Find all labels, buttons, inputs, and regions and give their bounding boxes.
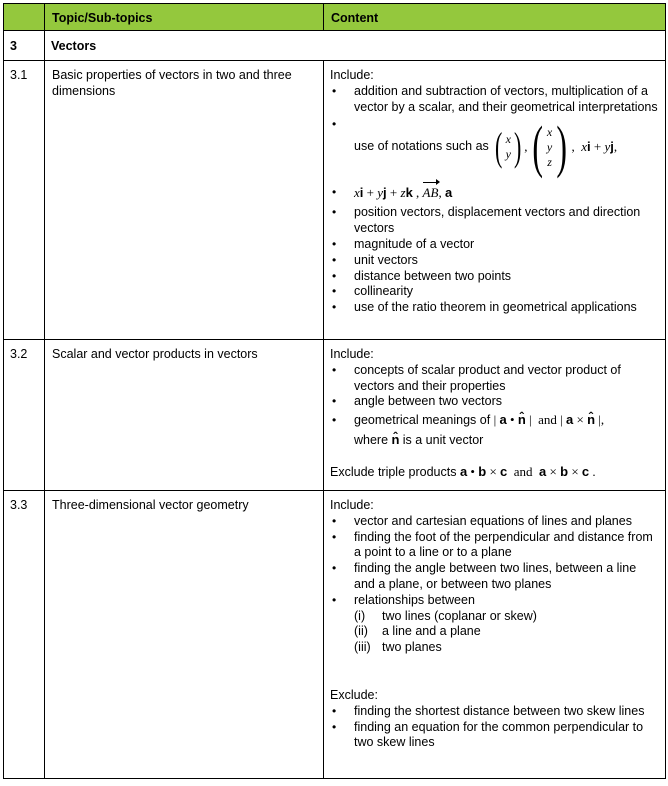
- table-row: [4, 61, 666, 340]
- sub-item: (ii) a line and a plane: [354, 624, 481, 639]
- include-label: Include:: [330, 498, 374, 512]
- include-label: Include:: [330, 68, 374, 82]
- column-vector-3d: ( x y z ): [531, 114, 568, 180]
- row-content: [324, 61, 666, 340]
- include-list: [330, 363, 659, 450]
- header-content: Content: [324, 4, 666, 31]
- unit-vector-text: is a unit vector: [402, 433, 484, 448]
- list-item: • vector and cartesian equations of lines and planes: [330, 514, 659, 530]
- row-topic: Basic properties of vectors in two and three dimensions: [45, 61, 324, 340]
- header-topic: Topic/Sub-topics: [45, 4, 324, 31]
- list-item: • relationships between: [330, 593, 659, 609]
- row-number: 3.2: [4, 340, 45, 491]
- list-item: • position vectors, displacement vectors and direction vectors: [330, 205, 659, 237]
- exclude-list: [330, 704, 659, 751]
- list-item: • finding the foot of the perpendicular and distance from a point to a line or to a plane: [330, 530, 659, 562]
- table-row: [4, 491, 666, 779]
- list-item: • distance between two points: [330, 269, 659, 285]
- list-item: • finding the shortest distance between two skew lines: [330, 704, 659, 720]
- row-topic: Scalar and vector products in vectors: [45, 340, 324, 491]
- list-item: • geometrical meanings of | a • n̂ | and | a × n̂ |, where n̂ is a unit vector: [330, 410, 659, 450]
- list-item: • addition and subtraction of vectors, multiplication of a vector by a scalar, and their geometrical interpretations: [330, 84, 659, 116]
- include-label: Include:: [330, 347, 374, 361]
- list-item: • collinearity: [330, 284, 659, 300]
- row-topic: Three-dimensional vector geometry: [45, 491, 324, 779]
- include-list: [330, 514, 659, 609]
- geometric-meanings-text: geometrical meanings of: [354, 413, 491, 428]
- include-list: [330, 84, 659, 316]
- row-number: 3.3: [4, 491, 45, 779]
- list-item: • use of notations such as ( x y ) , ( x y z ) , xi + yj,: [330, 117, 659, 177]
- section-title: Vectors: [45, 31, 666, 61]
- notation-text: • use of notations such as: [354, 139, 489, 154]
- list-item: • finding the angle between two lines, between a line and a plane, or between two planes: [330, 561, 659, 593]
- list-item: • concepts of scalar product and vector product of vectors and their properties: [330, 363, 659, 395]
- syllabus-table: [3, 3, 666, 779]
- list-item: • use of the ratio theorem in geometrical applications: [330, 300, 659, 316]
- exclude-label: Exclude:: [330, 687, 378, 702]
- row-number: 3.1: [4, 61, 45, 340]
- section-row: [4, 31, 666, 61]
- header-number-cell: [4, 4, 45, 31]
- sub-item: (i) two lines (coplanar or skew): [354, 608, 537, 623]
- notation-line: • xi + yj + zk , AB, a: [330, 185, 659, 205]
- table-row: [4, 340, 666, 491]
- exclude-text: Exclude triple products: [330, 465, 457, 480]
- column-vector-2d: ( x y ): [495, 124, 522, 170]
- list-item: • unit vectors: [330, 253, 659, 269]
- list-item: • magnitude of a vector: [330, 237, 659, 253]
- where-text: where: [354, 433, 389, 448]
- row-content: [324, 340, 666, 491]
- list-item: • angle between two vectors: [330, 394, 659, 410]
- sub-list: [330, 609, 659, 656]
- exclude-line: Exclude triple products a • b × c and a × b × c .: [330, 464, 596, 480]
- row-content: [324, 491, 666, 779]
- header-row: [4, 4, 666, 31]
- section-number: 3: [4, 31, 45, 61]
- list-item: • finding an equation for the common perpendicular to two skew lines: [330, 720, 659, 752]
- sub-item: (iii) two planes: [354, 640, 442, 655]
